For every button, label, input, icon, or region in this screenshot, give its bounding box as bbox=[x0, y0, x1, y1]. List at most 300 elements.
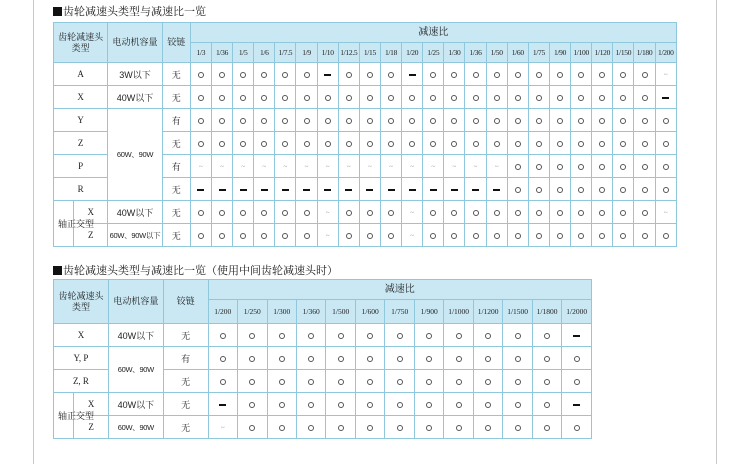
available-circle-icon bbox=[346, 95, 352, 101]
ratio-cell bbox=[338, 63, 359, 86]
ratio-cell bbox=[355, 370, 384, 393]
ratio-cell bbox=[507, 155, 528, 178]
available-circle-icon bbox=[308, 333, 314, 339]
ratio-cell bbox=[473, 416, 502, 439]
available-circle-icon bbox=[536, 72, 542, 78]
available-circle-icon bbox=[346, 72, 352, 78]
available-circle-icon bbox=[494, 118, 500, 124]
available-circle-icon bbox=[557, 118, 563, 124]
available-circle-icon bbox=[261, 210, 267, 216]
available-circle-icon bbox=[663, 233, 669, 239]
ratio-cell bbox=[592, 86, 613, 109]
available-circle-icon bbox=[426, 402, 432, 408]
available-circle-icon bbox=[240, 233, 246, 239]
gear-type-cell: X bbox=[74, 201, 108, 224]
ratio-cell bbox=[634, 132, 655, 155]
ratio-cell bbox=[503, 393, 532, 416]
ratio-cell bbox=[549, 178, 570, 201]
ratio-cell bbox=[486, 132, 507, 155]
available-circle-icon bbox=[426, 425, 432, 431]
available-circle-icon bbox=[620, 141, 626, 147]
available-circle-icon bbox=[574, 425, 580, 431]
available-circle-icon bbox=[578, 72, 584, 78]
available-circle-icon bbox=[494, 141, 500, 147]
ratio-cell bbox=[238, 416, 267, 439]
available-circle-icon bbox=[325, 95, 331, 101]
available-circle-icon bbox=[620, 233, 626, 239]
ratio-cell bbox=[296, 416, 325, 439]
ratio-cell bbox=[326, 393, 355, 416]
available-circle-icon bbox=[367, 379, 373, 385]
ratio-cell bbox=[444, 224, 465, 247]
ratio-cell bbox=[254, 109, 275, 132]
hinge-cell: 无 bbox=[163, 393, 208, 416]
available-circle-icon bbox=[456, 402, 462, 408]
ratio-cell bbox=[562, 324, 592, 347]
crossed-axis-label: 轴正交型 bbox=[54, 393, 74, 439]
ratio-cell bbox=[562, 370, 592, 393]
ratio-cell bbox=[296, 347, 325, 370]
gear-type-cell: Z, R bbox=[54, 370, 109, 393]
header-hinge: 铰链 bbox=[163, 280, 208, 324]
available-circle-icon bbox=[367, 118, 373, 124]
table-row bbox=[54, 393, 592, 416]
header-gear-type: 齿轮减速头类型 bbox=[54, 280, 109, 324]
available-circle-icon bbox=[620, 164, 626, 170]
not-applicable-tilde-icon: ~ bbox=[473, 163, 478, 171]
not-applicable-tilde-icon: ~ bbox=[325, 209, 330, 217]
ratio-header: 1/1800 bbox=[532, 300, 561, 324]
ratio-cell bbox=[528, 132, 549, 155]
available-circle-icon bbox=[578, 164, 584, 170]
available-circle-icon bbox=[219, 72, 225, 78]
available-circle-icon bbox=[308, 402, 314, 408]
available-circle-icon bbox=[240, 72, 246, 78]
available-circle-icon bbox=[397, 402, 403, 408]
ratio-header: 1/1500 bbox=[503, 300, 532, 324]
ratio-cell bbox=[233, 109, 254, 132]
ratio-cell bbox=[380, 63, 401, 86]
ratio-cell bbox=[254, 155, 275, 178]
available-circle-icon bbox=[599, 164, 605, 170]
ratio-header: 1/360 bbox=[296, 300, 325, 324]
gear-type-cell: R bbox=[54, 178, 108, 201]
ratio-cell bbox=[634, 63, 655, 86]
ratio-cell bbox=[296, 86, 317, 109]
page-frame-left bbox=[33, 0, 34, 464]
unavailable-dash-icon bbox=[472, 189, 479, 191]
ratio-cell bbox=[592, 178, 613, 201]
ratio-cell bbox=[380, 132, 401, 155]
ratio-cell bbox=[267, 347, 296, 370]
gear-type-cell: A bbox=[54, 63, 108, 86]
ratio-cell bbox=[571, 155, 592, 178]
ratio-cell bbox=[317, 86, 338, 109]
ratio-cell bbox=[444, 178, 465, 201]
available-circle-icon bbox=[220, 333, 226, 339]
ratio-cell bbox=[486, 201, 507, 224]
available-circle-icon bbox=[325, 141, 331, 147]
available-circle-icon bbox=[198, 233, 204, 239]
ratio-cell bbox=[655, 86, 676, 109]
ratio-cell bbox=[238, 370, 267, 393]
available-circle-icon bbox=[338, 425, 344, 431]
ratio-cell bbox=[655, 109, 676, 132]
ratio-cell bbox=[233, 63, 254, 86]
ratio-cell bbox=[444, 109, 465, 132]
available-circle-icon bbox=[620, 210, 626, 216]
unavailable-dash-icon bbox=[493, 189, 500, 191]
ratio-header: 1/12.5 bbox=[338, 43, 359, 63]
ratio-cell bbox=[613, 201, 634, 224]
ratio-cell bbox=[528, 201, 549, 224]
available-circle-icon bbox=[426, 333, 432, 339]
ratio-cell bbox=[613, 132, 634, 155]
available-circle-icon bbox=[409, 118, 415, 124]
ratio-cell bbox=[267, 393, 296, 416]
not-applicable-tilde-icon: ~ bbox=[304, 163, 309, 171]
ratio-cell bbox=[465, 132, 486, 155]
ratio-cell bbox=[592, 201, 613, 224]
ratio-header: 1/9 bbox=[296, 43, 317, 63]
motor-capacity-cell: 60W、90W以下 bbox=[108, 224, 162, 247]
ratio-cell bbox=[634, 178, 655, 201]
not-applicable-tilde-icon: ~ bbox=[346, 163, 351, 171]
available-circle-icon bbox=[282, 95, 288, 101]
ratio-cell bbox=[503, 370, 532, 393]
hinge-cell: 无 bbox=[162, 63, 190, 86]
gear-type-cell: Z bbox=[74, 416, 109, 439]
ratio-header: 1/5 bbox=[233, 43, 254, 63]
ratio-cell bbox=[208, 324, 237, 347]
ratio-cell bbox=[571, 178, 592, 201]
available-circle-icon bbox=[494, 72, 500, 78]
available-circle-icon bbox=[261, 141, 267, 147]
ratio-header: 1/60 bbox=[507, 43, 528, 63]
available-circle-icon bbox=[219, 141, 225, 147]
ratio-cell bbox=[571, 109, 592, 132]
available-circle-icon bbox=[304, 233, 310, 239]
ratio-cell bbox=[613, 86, 634, 109]
hinge-cell: 有 bbox=[162, 109, 190, 132]
available-circle-icon bbox=[515, 141, 521, 147]
available-circle-icon bbox=[494, 233, 500, 239]
available-circle-icon bbox=[557, 72, 563, 78]
hinge-cell: 有 bbox=[163, 347, 208, 370]
available-circle-icon bbox=[409, 95, 415, 101]
ratio-cell bbox=[613, 224, 634, 247]
available-circle-icon bbox=[397, 379, 403, 385]
ratio-header: 1/18 bbox=[380, 43, 401, 63]
header-motor-capacity: 电动机容量 bbox=[108, 280, 163, 324]
ratio-header: 1/200 bbox=[655, 43, 676, 63]
available-circle-icon bbox=[279, 379, 285, 385]
ratio-cell bbox=[423, 132, 444, 155]
unavailable-dash-icon bbox=[409, 74, 416, 76]
ratio-cell bbox=[414, 347, 443, 370]
available-circle-icon bbox=[599, 72, 605, 78]
ratio-header: 1/90 bbox=[549, 43, 570, 63]
available-circle-icon bbox=[544, 379, 550, 385]
ratio-cell bbox=[208, 370, 237, 393]
available-circle-icon bbox=[367, 72, 373, 78]
ratio-cell bbox=[486, 109, 507, 132]
available-circle-icon bbox=[388, 72, 394, 78]
available-circle-icon bbox=[620, 95, 626, 101]
table2-title-text: 齿轮减速头类型与减速比一览（使用中间齿轮减速头时） bbox=[63, 265, 338, 277]
available-circle-icon bbox=[198, 210, 204, 216]
available-circle-icon bbox=[544, 356, 550, 362]
ratio-cell bbox=[503, 347, 532, 370]
ratio-cell bbox=[402, 224, 423, 247]
ratio-cell bbox=[486, 86, 507, 109]
ratio-cell bbox=[275, 224, 296, 247]
available-circle-icon bbox=[456, 425, 462, 431]
available-circle-icon bbox=[220, 379, 226, 385]
ratio-cell bbox=[613, 178, 634, 201]
available-circle-icon bbox=[409, 141, 415, 147]
available-circle-icon bbox=[219, 95, 225, 101]
available-circle-icon bbox=[515, 210, 521, 216]
not-applicable-tilde-icon: ~ bbox=[220, 163, 224, 171]
available-circle-icon bbox=[338, 402, 344, 408]
available-circle-icon bbox=[388, 118, 394, 124]
ratio-cell bbox=[634, 224, 655, 247]
available-circle-icon bbox=[485, 333, 491, 339]
not-applicable-tilde-icon: ~ bbox=[325, 232, 330, 240]
available-circle-icon bbox=[485, 379, 491, 385]
available-circle-icon bbox=[249, 356, 255, 362]
ratio-cell bbox=[634, 86, 655, 109]
ratio-cell bbox=[338, 86, 359, 109]
available-circle-icon bbox=[456, 356, 462, 362]
ratio-cell bbox=[486, 178, 507, 201]
available-circle-icon bbox=[599, 233, 605, 239]
ratio-cell bbox=[296, 224, 317, 247]
unavailable-dash-icon bbox=[240, 189, 247, 191]
available-circle-icon bbox=[304, 72, 310, 78]
ratio-cell bbox=[414, 416, 443, 439]
available-circle-icon bbox=[515, 164, 521, 170]
available-circle-icon bbox=[642, 187, 648, 193]
ratio-cell bbox=[254, 178, 275, 201]
available-circle-icon bbox=[249, 379, 255, 385]
ratio-cell bbox=[296, 132, 317, 155]
ratio-cell bbox=[473, 324, 502, 347]
ratio-cell bbox=[296, 324, 325, 347]
bullet-square-icon bbox=[53, 266, 62, 275]
ratio-cell bbox=[208, 416, 237, 439]
ratio-cell bbox=[338, 224, 359, 247]
ratio-cell bbox=[359, 63, 380, 86]
ratio-cell bbox=[592, 63, 613, 86]
available-circle-icon bbox=[388, 233, 394, 239]
ratio-header: 1/900 bbox=[414, 300, 443, 324]
not-applicable-tilde-icon: ~ bbox=[389, 163, 393, 171]
ratio-cell bbox=[444, 324, 473, 347]
ratio-cell bbox=[655, 201, 676, 224]
available-circle-icon bbox=[308, 379, 314, 385]
ratio-cell bbox=[634, 155, 655, 178]
ratio-cell bbox=[423, 63, 444, 86]
available-circle-icon bbox=[456, 379, 462, 385]
ratio-cell bbox=[613, 109, 634, 132]
available-circle-icon bbox=[346, 210, 352, 216]
ratio-cell bbox=[380, 224, 401, 247]
available-circle-icon bbox=[426, 356, 432, 362]
ratio-cell bbox=[238, 324, 267, 347]
available-circle-icon bbox=[557, 95, 563, 101]
ratio-header: 1/50 bbox=[486, 43, 507, 63]
ratio-cell bbox=[444, 347, 473, 370]
ratio-cell bbox=[634, 201, 655, 224]
ratio-cell bbox=[190, 86, 211, 109]
ratio-header: 1/15 bbox=[359, 43, 380, 63]
ratio-cell bbox=[385, 393, 414, 416]
available-circle-icon bbox=[578, 210, 584, 216]
ratio-cell bbox=[532, 324, 561, 347]
available-circle-icon bbox=[367, 141, 373, 147]
motor-capacity-cell: 60W、90W bbox=[108, 109, 162, 201]
available-circle-icon bbox=[367, 425, 373, 431]
ratio-cell bbox=[414, 324, 443, 347]
ratio-header: 1/75 bbox=[528, 43, 549, 63]
available-circle-icon bbox=[451, 233, 457, 239]
available-circle-icon bbox=[282, 141, 288, 147]
ratio-header: 1/36 bbox=[211, 43, 232, 63]
ratio-cell bbox=[507, 86, 528, 109]
available-circle-icon bbox=[240, 118, 246, 124]
ratio-cell bbox=[359, 132, 380, 155]
available-circle-icon bbox=[304, 210, 310, 216]
ratio-cell bbox=[190, 201, 211, 224]
available-circle-icon bbox=[515, 379, 521, 385]
available-circle-icon bbox=[599, 141, 605, 147]
available-circle-icon bbox=[473, 95, 479, 101]
ratio-cell bbox=[402, 63, 423, 86]
not-applicable-tilde-icon: ~ bbox=[368, 163, 372, 171]
ratio-cell bbox=[267, 370, 296, 393]
ratio-cell bbox=[486, 63, 507, 86]
hinge-cell: 有 bbox=[162, 155, 190, 178]
ratio-cell bbox=[613, 155, 634, 178]
hinge-cell: 无 bbox=[162, 224, 190, 247]
ratio-cell bbox=[254, 132, 275, 155]
ratio-cell bbox=[359, 178, 380, 201]
ratio-cell bbox=[507, 201, 528, 224]
ratio-cell bbox=[355, 324, 384, 347]
available-circle-icon bbox=[198, 95, 204, 101]
ratio-cell bbox=[296, 155, 317, 178]
ratio-cell bbox=[380, 178, 401, 201]
available-circle-icon bbox=[599, 187, 605, 193]
available-circle-icon bbox=[515, 356, 521, 362]
not-applicable-tilde-icon: ~ bbox=[325, 163, 330, 171]
ratio-cell bbox=[296, 178, 317, 201]
ratio-cell bbox=[423, 178, 444, 201]
available-circle-icon bbox=[473, 210, 479, 216]
available-circle-icon bbox=[642, 95, 648, 101]
unavailable-dash-icon bbox=[366, 189, 373, 191]
ratio-cell bbox=[296, 370, 325, 393]
gear-type-cell: X bbox=[54, 86, 108, 109]
available-circle-icon bbox=[599, 210, 605, 216]
ratio-cell bbox=[444, 201, 465, 224]
available-circle-icon bbox=[426, 379, 432, 385]
not-applicable-tilde-icon: ~ bbox=[663, 71, 668, 79]
available-circle-icon bbox=[494, 210, 500, 216]
ratio-header: 1/300 bbox=[267, 300, 296, 324]
available-circle-icon bbox=[536, 118, 542, 124]
motor-capacity-cell: 40W以下 bbox=[108, 393, 163, 416]
available-circle-icon bbox=[430, 210, 436, 216]
ratio-header: 1/500 bbox=[326, 300, 355, 324]
unavailable-dash-icon bbox=[324, 189, 331, 191]
hinge-cell: 无 bbox=[163, 324, 208, 347]
ratio-cell bbox=[275, 63, 296, 86]
ratio-cell bbox=[385, 324, 414, 347]
ratio-cell bbox=[655, 155, 676, 178]
ratio-cell bbox=[592, 109, 613, 132]
ratio-cell bbox=[549, 63, 570, 86]
available-circle-icon bbox=[261, 233, 267, 239]
ratio-cell bbox=[528, 224, 549, 247]
ratio-cell bbox=[532, 416, 561, 439]
available-circle-icon bbox=[451, 210, 457, 216]
ratio-cell bbox=[571, 63, 592, 86]
available-circle-icon bbox=[578, 187, 584, 193]
ratio-cell bbox=[326, 347, 355, 370]
ratio-cell bbox=[486, 224, 507, 247]
ratio-header: 1/36 bbox=[465, 43, 486, 63]
header-reduction-ratio: 减速比 bbox=[190, 23, 676, 43]
ratio-cell bbox=[254, 201, 275, 224]
ratio-cell bbox=[562, 347, 592, 370]
ratio-cell bbox=[571, 201, 592, 224]
not-applicable-tilde-icon: ~ bbox=[663, 209, 668, 217]
available-circle-icon bbox=[473, 72, 479, 78]
available-circle-icon bbox=[544, 425, 550, 431]
available-circle-icon bbox=[338, 379, 344, 385]
table2-title bbox=[53, 265, 338, 277]
ratio-cell bbox=[338, 109, 359, 132]
available-circle-icon bbox=[388, 210, 394, 216]
ratio-cell bbox=[423, 201, 444, 224]
ratio-cell bbox=[532, 370, 561, 393]
available-circle-icon bbox=[198, 118, 204, 124]
available-circle-icon bbox=[279, 356, 285, 362]
available-circle-icon bbox=[397, 425, 403, 431]
available-circle-icon bbox=[642, 141, 648, 147]
ratio-cell bbox=[402, 132, 423, 155]
available-circle-icon bbox=[515, 118, 521, 124]
ratio-cell bbox=[238, 393, 267, 416]
available-circle-icon bbox=[346, 118, 352, 124]
available-circle-icon bbox=[451, 72, 457, 78]
ratio-cell bbox=[528, 178, 549, 201]
ratio-cell bbox=[296, 109, 317, 132]
available-circle-icon bbox=[430, 95, 436, 101]
table1-title bbox=[53, 6, 206, 18]
ratio-cell bbox=[402, 178, 423, 201]
available-circle-icon bbox=[367, 210, 373, 216]
ratio-header: 1/150 bbox=[613, 43, 634, 63]
available-circle-icon bbox=[240, 210, 246, 216]
ratio-cell bbox=[275, 201, 296, 224]
ratio-cell bbox=[423, 109, 444, 132]
available-circle-icon bbox=[388, 141, 394, 147]
ratio-cell bbox=[402, 155, 423, 178]
